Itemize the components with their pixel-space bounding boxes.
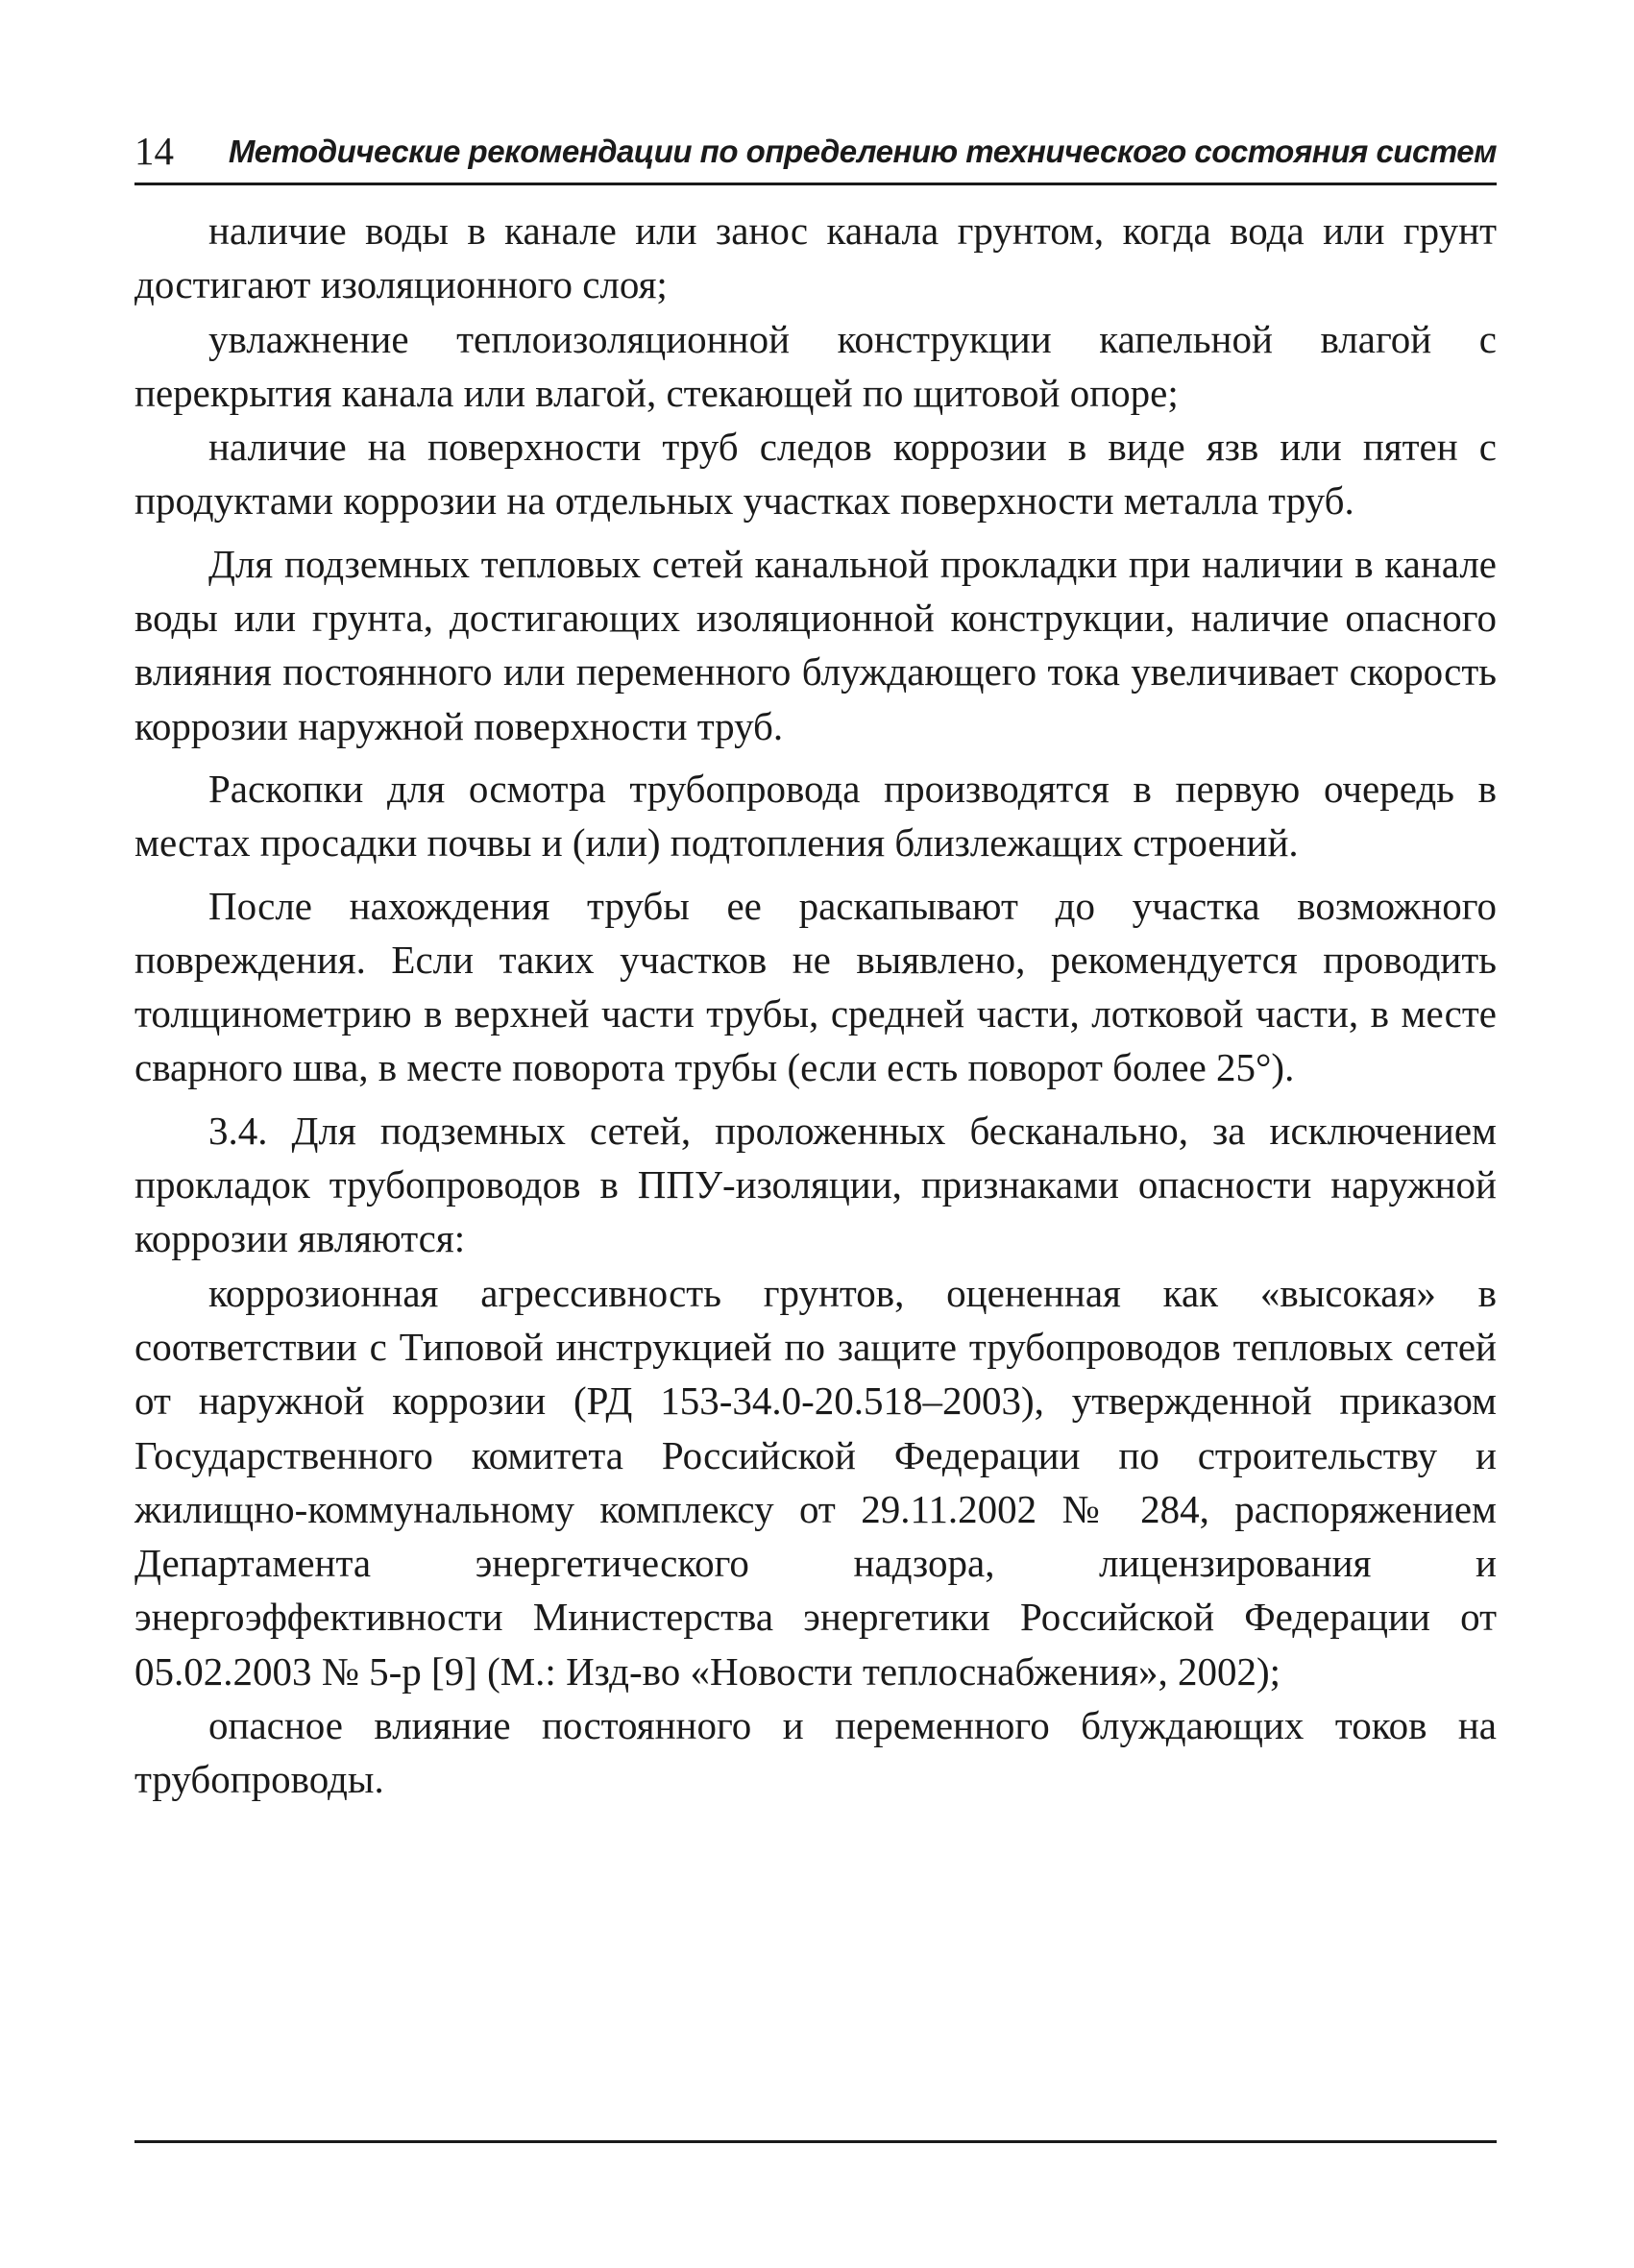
page-header: [134, 123, 1497, 185]
paragraph: Раскопки для осмотра трубопровода производятся в первую очередь в местах просадки почвы и (или) подтопления близлежащих строений.: [134, 766, 1497, 866]
paragraph: наличие на поверхности труб следов коррозии в виде язв или пятен с продуктами коррозии на отдельных участках поверхности металла труб.: [134, 425, 1497, 524]
page-number: 14: [134, 129, 174, 173]
footer-rule: [134, 2140, 1497, 2143]
paragraph: увлажнение теплоизоляционной конструкции капельной влагой с перекрытия канала или влагой, стекающей по щитовой опоре;: [134, 316, 1497, 415]
paragraph: Для подземных тепловых сетей канальной прокладки при наличии в канале воды или грунта, достигающих изоляционной конструкции, наличие опасного влияния постоянного или переменного блуждающего тока увеличивает скорость коррозии наружной поверхности труб.: [134, 541, 1497, 748]
paragraph: опасное влияние постоянного и переменного блуждающих токов на трубопроводы.: [134, 1703, 1497, 1802]
paragraph: После нахождения трубы ее раскапывают до участка возможного повреждения. Если таких участков не выявлено, рекомендуется проводить толщинометрию в верхней части трубы, средней части, лотковой части, в месте сварного шва, в месте поворота трубы (если есть поворот более 25°).: [134, 883, 1497, 1090]
paragraph: коррозионная агрессивность грунтов, оцененная как «высокая» в соответствии с Типовой инструкцией по защите трубопроводов тепловых сетей от наружной коррозии (РД 153-34.0-20.518–2003), утвержденной приказом Государственного комитета Российской Федерации по строительству и жилищно-коммунальному комплексу от 29.11.2002 № 284, распоряжением Департамента энергетического надзора, лицензирования и энергоэффективности Министерства энергетики Российской Федерации от 05.02.2003 № 5-р [9] (М.: Изд-во «Новости теплоснабжения», 2002);: [134, 1270, 1497, 1694]
running-title: Методические рекомендации по определению технического состояния систем: [228, 134, 1497, 169]
paragraph: 3.4. Для подземных сетей, проложенных бесканально, за исключением прокладок трубопроводов в ППУ-изоляции, признаками опасности наружной коррозии являются:: [134, 1108, 1497, 1261]
paragraph: наличие воды в канале или занос канала грунтом, когда вода или грунт достигают изоляционного слоя;: [134, 208, 1497, 307]
body-text: [134, 204, 1497, 1807]
